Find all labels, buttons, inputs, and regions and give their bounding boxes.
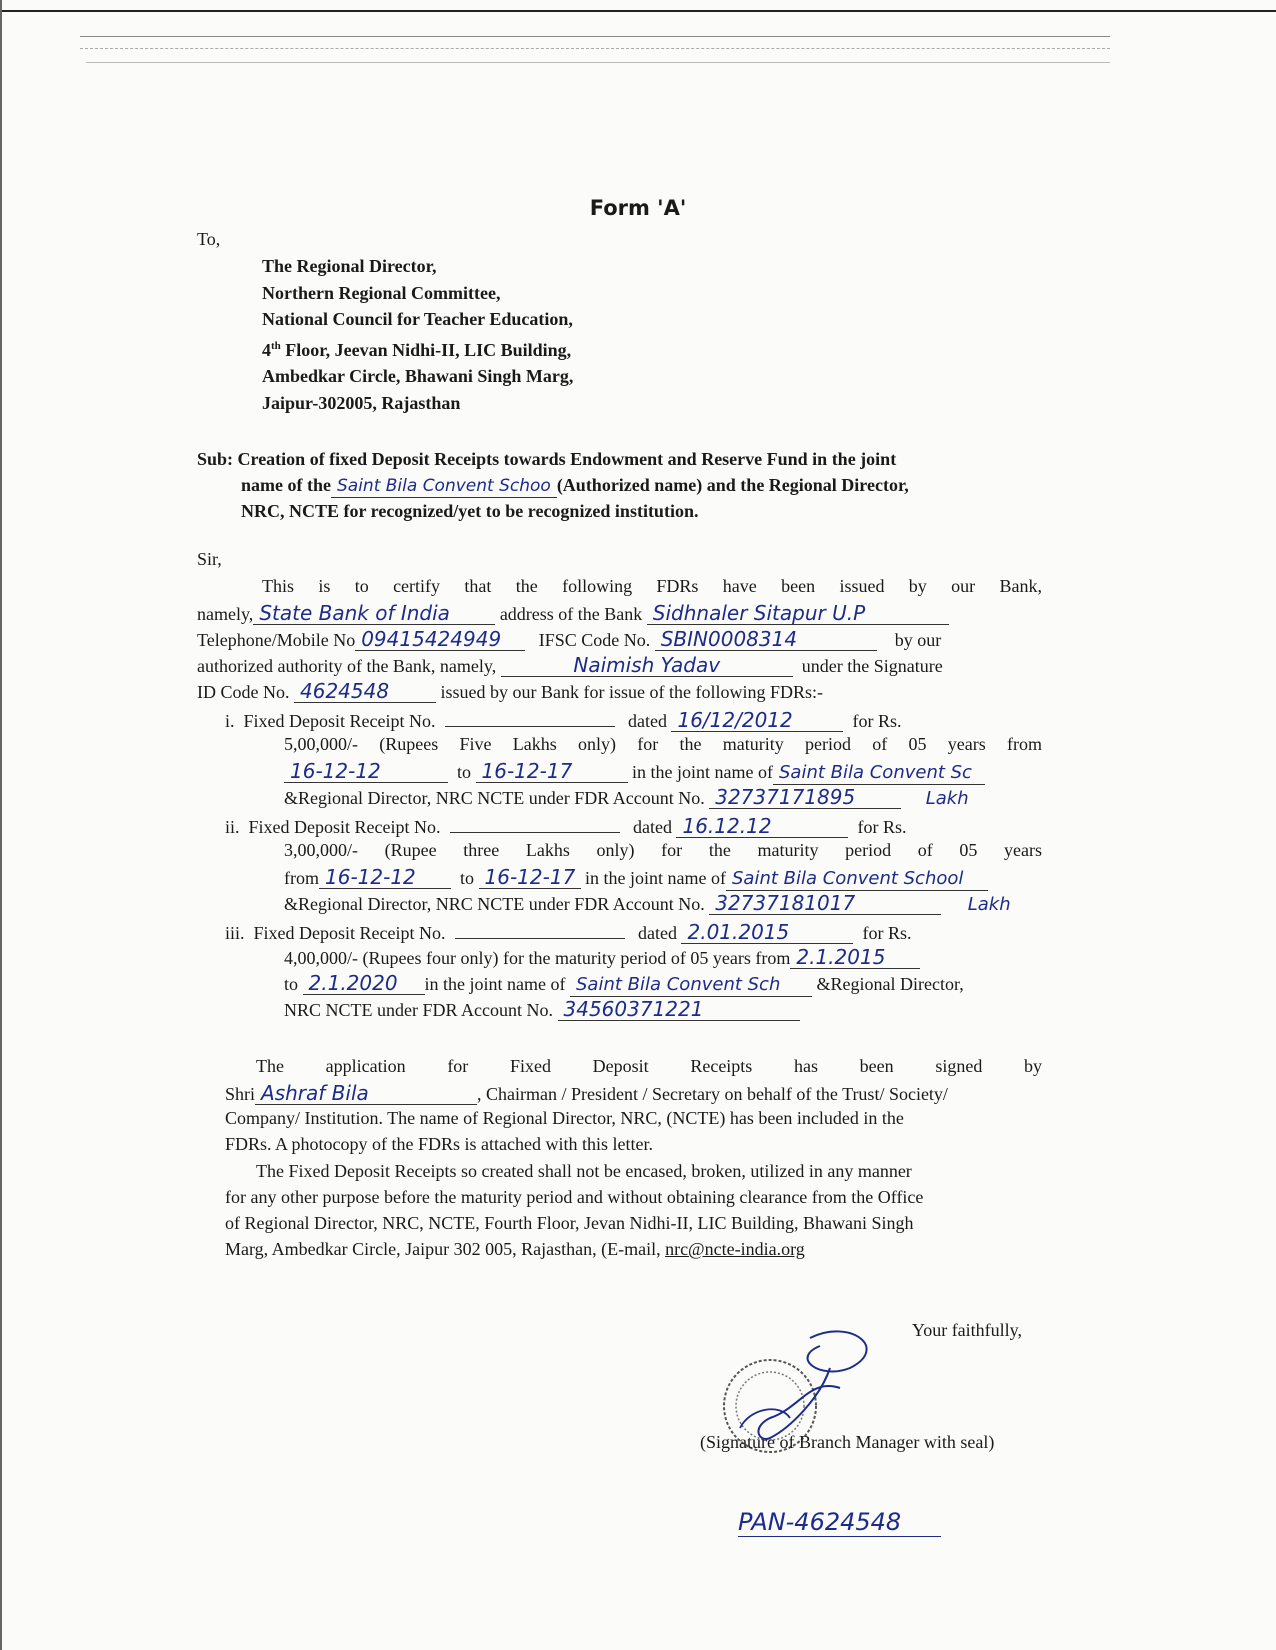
fdr-1-joint-handwritten: Saint Bila Convent Sc	[773, 762, 985, 785]
fdr-3-account-handwritten: 34560371221	[558, 998, 800, 1021]
certify-line-5	[197, 680, 823, 703]
fdr-2-account-line	[284, 892, 1011, 915]
application-line-4: FDRs. A photocopy of the FDRs is attached with this letter.	[225, 1134, 653, 1154]
fdr-1-joint-label: in the joint name of	[632, 762, 773, 782]
floor-number: 4	[262, 339, 271, 360]
subject-line	[197, 446, 1037, 472]
fdr-3-to-handwritten: 2.1.2020	[303, 972, 425, 995]
fdr-1-receipt-line	[225, 708, 901, 732]
fdr-2-receipt-label: Fixed Deposit Receipt No.	[248, 817, 441, 837]
salutation: Sir,	[197, 549, 222, 569]
fdr-3-amount-text: 4,00,000/- (Rupees four only) for the maturity period of 05 years from	[284, 948, 791, 968]
phone-label: Telephone/Mobile No	[197, 630, 356, 650]
header-rule	[80, 36, 1110, 37]
subject-line	[197, 472, 1037, 498]
authority-name-handwritten: Naimish Yadav	[501, 654, 793, 677]
fdr-3-receipt-line	[225, 920, 911, 944]
fdr-3-number: iii.	[225, 923, 245, 943]
fdr-3-account-label: NRC NCTE under FDR Account No.	[284, 1000, 553, 1020]
fdr-3-dated-label: dated	[638, 923, 677, 943]
clearance-line-4	[225, 1239, 805, 1260]
fdr-1-receipt-blank	[445, 708, 615, 727]
fdr-3-period-line	[284, 972, 964, 997]
subject-text: name of the	[241, 475, 331, 495]
address-line	[262, 333, 573, 364]
authority-label: authorized authority of the Bank, namely,	[197, 656, 497, 676]
subject-line: NRC, NCTE for recognized/yet to be recognized institution.	[241, 501, 699, 521]
fdr-2-account-handwritten: 32737181017	[709, 892, 941, 915]
fdr-1-for-rs: for Rs.	[852, 711, 902, 731]
fdr-3-to-label: to	[284, 974, 299, 994]
fdr-1-receipt-label: Fixed Deposit Receipt No.	[243, 711, 436, 731]
address-line: Jaipur-302005, Rajasthan	[262, 392, 461, 413]
fdr-2-number: ii.	[225, 817, 240, 837]
fdr-2-receipt-line	[225, 814, 906, 838]
fdr-3-receipt-label: Fixed Deposit Receipt No.	[253, 923, 446, 943]
floor-suffix: th	[271, 339, 281, 352]
fdr-1-number: i.	[225, 711, 235, 731]
fdr-3-account-line	[284, 998, 800, 1021]
signatory-roles: , Chairman / President / Secretary on behalf of the Trust/ Society/	[477, 1084, 948, 1104]
scan-edge-line	[0, 10, 1276, 12]
fdr-3-joint-label: in the joint name of	[424, 974, 566, 994]
fdr-2-dated-label: dated	[633, 817, 672, 837]
fdr-2-to-label: to	[460, 868, 475, 888]
clearance-line-3: of Regional Director, NRC, NCTE, Fourth Floor, Jevan Nidhi-II, LIC Building, Bhawani Singh	[225, 1213, 914, 1233]
closing: Your faithfully,	[912, 1320, 1023, 1340]
id-code-handwritten: 4624548	[294, 680, 436, 703]
address-line: The Regional Director,	[262, 256, 437, 276]
fdr-3-joint-handwritten: Saint Bila Convent Sch	[570, 974, 812, 997]
fdr-2-lakh-note: Lakh	[967, 894, 1011, 915]
fdr-1-account-label: &Regional Director, NRC NCTE under FDR Account No.	[284, 788, 705, 808]
fdr-1-lakh-note: Lakh	[925, 788, 969, 809]
subject-text: (Authorized name) and the Regional Director,	[556, 475, 909, 495]
bank-name-handwritten: State Bank of India	[253, 602, 495, 625]
certify-line-2	[197, 602, 949, 625]
signature-label: under the Signature	[801, 656, 943, 676]
fdr-3-date-handwritten: 2.01.2015	[681, 921, 853, 944]
fdr-2-period-line	[284, 866, 988, 891]
namely-label: namely,	[197, 604, 254, 624]
certify-line-1: This is to certify that the following FDRs have been issued by our Bank,	[262, 576, 1042, 596]
fdr-3-from-handwritten: 2.1.2015	[790, 946, 920, 969]
ifsc-label: IFSC Code No.	[538, 630, 651, 650]
address-line: Ambedkar Circle, Bhawani Singh Marg,	[262, 366, 574, 386]
fdr-1-account-handwritten: 32737171895	[709, 786, 901, 809]
institution-name-handwritten: Saint Bila Convent Schoo	[331, 475, 557, 498]
ifsc-handwritten: SBIN0008314	[655, 628, 877, 651]
fdr-2-to-handwritten: 16-12-17	[479, 866, 581, 889]
fdr-3-regional-text: &Regional Director,	[816, 974, 964, 994]
fdr-2-joint-handwritten: Saint Bila Convent School	[726, 868, 988, 891]
fdr-2-from-handwritten: 16-12-12	[319, 866, 451, 889]
fdr-1-dated-label: dated	[628, 711, 667, 731]
fdr-2-joint-label: in the joint name of	[585, 868, 726, 888]
by-our-text: by our	[894, 630, 942, 650]
fdr-1-amount-line: 5,00,000/- (Rupees Five Lakhs only) for the maturity period of 05 years from	[284, 734, 1042, 754]
header-rule	[80, 48, 1110, 49]
fdr-1-date-handwritten: 16/12/2012	[671, 709, 843, 732]
fdr-3-for-rs: for Rs.	[862, 923, 912, 943]
scan-left-edge	[0, 0, 8, 1650]
shri-label: Shri	[225, 1084, 256, 1104]
address-line: National Council for Teacher Education,	[262, 309, 573, 329]
fdr-1-to-label: to	[457, 762, 472, 782]
fdr-1-from-handwritten: 16-12-12	[284, 760, 448, 783]
bank-address-label: address of the Bank	[499, 604, 643, 624]
to-label: To,	[197, 229, 221, 249]
clearance-line-2: for any other purpose before the maturity period and without obtaining clearance from the Office	[225, 1187, 924, 1207]
phone-handwritten: 09415424949	[355, 628, 525, 651]
application-line-1: The application for Fixed Deposit Receipts has been signed by	[256, 1056, 1042, 1076]
application-line-3: Company/ Institution. The name of Regional Director, NRC, (NCTE) has been included in the	[225, 1108, 904, 1128]
form-title: Form 'A'	[589, 196, 687, 220]
certify-line-3	[197, 628, 941, 651]
fdr-2-for-rs: for Rs.	[857, 817, 907, 837]
fdr-2-from-label: from	[284, 868, 319, 888]
clearance-text: Marg, Ambedkar Circle, Jaipur 302 005, Rajasthan, (E-mail,	[225, 1239, 661, 1259]
subject-text: Creation of fixed Deposit Receipts towards Endowment and Reserve Fund in the joint	[237, 449, 897, 469]
signatory-name-handwritten: Ashraf Bila	[255, 1082, 477, 1105]
recipient-address	[262, 253, 573, 416]
fdr-2-amount-line: 3,00,000/- (Rupee three Lakhs only) for the maturity period of 05 years	[284, 840, 1042, 860]
header-rule	[86, 62, 1110, 63]
floor-text: Floor, Jeevan Nidhi-II, LIC Building,	[280, 339, 572, 360]
fdr-2-date-handwritten: 16.12.12	[676, 815, 848, 838]
clearance-line-1: The Fixed Deposit Receipts so created shall not be encased, broken, utilized in any manner	[256, 1161, 912, 1181]
address-line: Northern Regional Committee,	[262, 282, 501, 303]
fdr-3-receipt-blank	[455, 920, 625, 939]
fdr-1-to-handwritten: 16-12-17	[476, 760, 628, 783]
id-code-label: ID Code No.	[197, 682, 290, 702]
subject-label: Sub:	[197, 449, 234, 469]
id-code-text: issued by our Bank for issue of the following FDRs:-	[440, 682, 823, 702]
pan-number-handwritten: PAN-4624548	[738, 1508, 941, 1537]
fdr-3-amount-line	[284, 946, 920, 969]
fdr-1-account-line	[284, 786, 969, 809]
fdr-2-receipt-blank	[450, 814, 620, 833]
certify-line-4	[197, 654, 943, 677]
bank-address-handwritten: Sidhnaler Sitapur U.P	[647, 602, 949, 625]
fdr-2-account-label: &Regional Director, NRC NCTE under FDR Account No.	[284, 894, 705, 914]
application-line-2	[225, 1082, 948, 1105]
signature-caption: (Signature of Branch Manager with seal)	[700, 1432, 995, 1452]
email-link[interactable]: nrc@ncte-india.org	[665, 1239, 805, 1259]
fdr-1-period-line	[284, 760, 985, 785]
subject-block	[197, 446, 1037, 524]
